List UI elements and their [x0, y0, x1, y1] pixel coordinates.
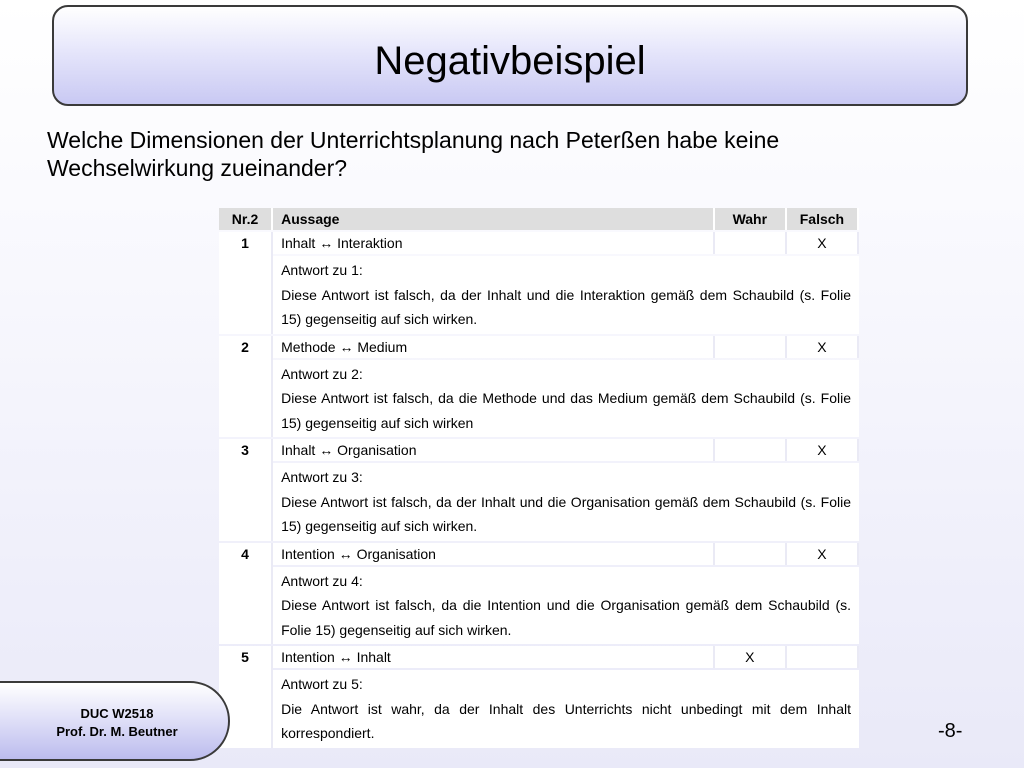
row-number: 3: [219, 439, 273, 541]
answer-title: Antwort zu 3:: [281, 469, 363, 485]
answer-row: [219, 670, 859, 748]
answer-title: Antwort zu 2:: [281, 365, 363, 382]
footer-box: [0, 681, 230, 761]
answer-text: Die Antwort ist wahr, da der Inhalt des Unterrichts nicht unbedingt mit dem Inhalt korrespondiert.: [281, 700, 851, 741]
row-statement: Inhalt ↔ Organisation: [273, 439, 715, 461]
title-box: [52, 5, 968, 106]
footer-text: [2, 705, 232, 741]
question-text: Welche Dimensionen der Unterrichtsplanung nach Peterßen habe keine Wechselwirkung zueinander?: [47, 127, 780, 181]
header-false: Falsch: [787, 208, 859, 230]
answer-title: Antwort zu 5:: [281, 676, 363, 692]
author-name: Prof. Dr. M. Beutner: [56, 724, 178, 739]
table-header-row: [219, 208, 859, 230]
answer-row: [219, 256, 859, 334]
answer-cell: [273, 567, 859, 645]
header-statement: Aussage: [273, 208, 715, 230]
row-number: 4: [219, 543, 273, 645]
row-number: 5: [219, 646, 273, 748]
answer-cell: [273, 463, 859, 541]
answer-text: Diese Antwort ist falsch, da die Methode und das Medium gemäß dem Schaubild (s. Folie 15) gegenseitig auf sich wirken: [281, 390, 851, 431]
answer-row: [219, 567, 859, 645]
table-row: [219, 336, 859, 358]
row-false-mark: [787, 646, 859, 668]
answer-title: Antwort zu 1:: [281, 262, 363, 278]
course-code: DUC W2518: [80, 706, 154, 721]
answer-text: Diese Antwort ist falsch, da der Inhalt und die Interaktion gemäß dem Schaubild (s. Folie 15) gegenseitig auf sich wirken.: [281, 286, 851, 327]
answer-title: Antwort zu 4:: [281, 572, 363, 589]
row-statement: Methode ↔ Medium: [273, 336, 715, 358]
row-statement: Intention ↔ Organisation: [273, 543, 715, 565]
header-true: Wahr: [715, 208, 787, 230]
answer-table: [219, 206, 859, 750]
row-true-mark: [715, 543, 787, 565]
row-number: 2: [219, 336, 273, 438]
row-statement: Inhalt ↔ Interaktion: [273, 232, 715, 254]
answer-row: [219, 360, 859, 438]
row-number: 1: [219, 232, 273, 334]
row-false-mark: X: [787, 336, 859, 358]
answer-cell: [273, 256, 859, 334]
answer-text: Diese Antwort ist falsch, da der Inhalt und die Organisation gemäß dem Schaubild (s. Folie 15) gegenseitig auf sich wirken.: [281, 493, 851, 534]
answer-text: Diese Antwort ist falsch, da die Intention und die Organisation gemäß dem Schaubild (s. Folie 15) gegenseitig auf sich wirken.: [281, 597, 851, 638]
row-false-mark: X: [787, 439, 859, 461]
row-true-mark: [715, 439, 787, 461]
row-false-mark: X: [787, 543, 859, 565]
row-false-mark: X: [787, 232, 859, 254]
row-statement: Intention ↔ Inhalt: [273, 646, 715, 668]
header-nr: Nr.2: [219, 208, 273, 230]
table-row: [219, 543, 859, 565]
answer-cell: [273, 670, 859, 748]
row-true-mark: [715, 232, 787, 254]
row-true-mark: X: [715, 646, 787, 668]
table-row: [219, 646, 859, 668]
table-row: [219, 439, 859, 461]
answer-cell: [273, 360, 859, 438]
answer-row: [219, 463, 859, 541]
table-row: [219, 232, 859, 254]
page-number: -8-: [938, 720, 963, 742]
row-true-mark: [715, 336, 787, 358]
slide-title: Negativbeispiel: [374, 39, 646, 83]
